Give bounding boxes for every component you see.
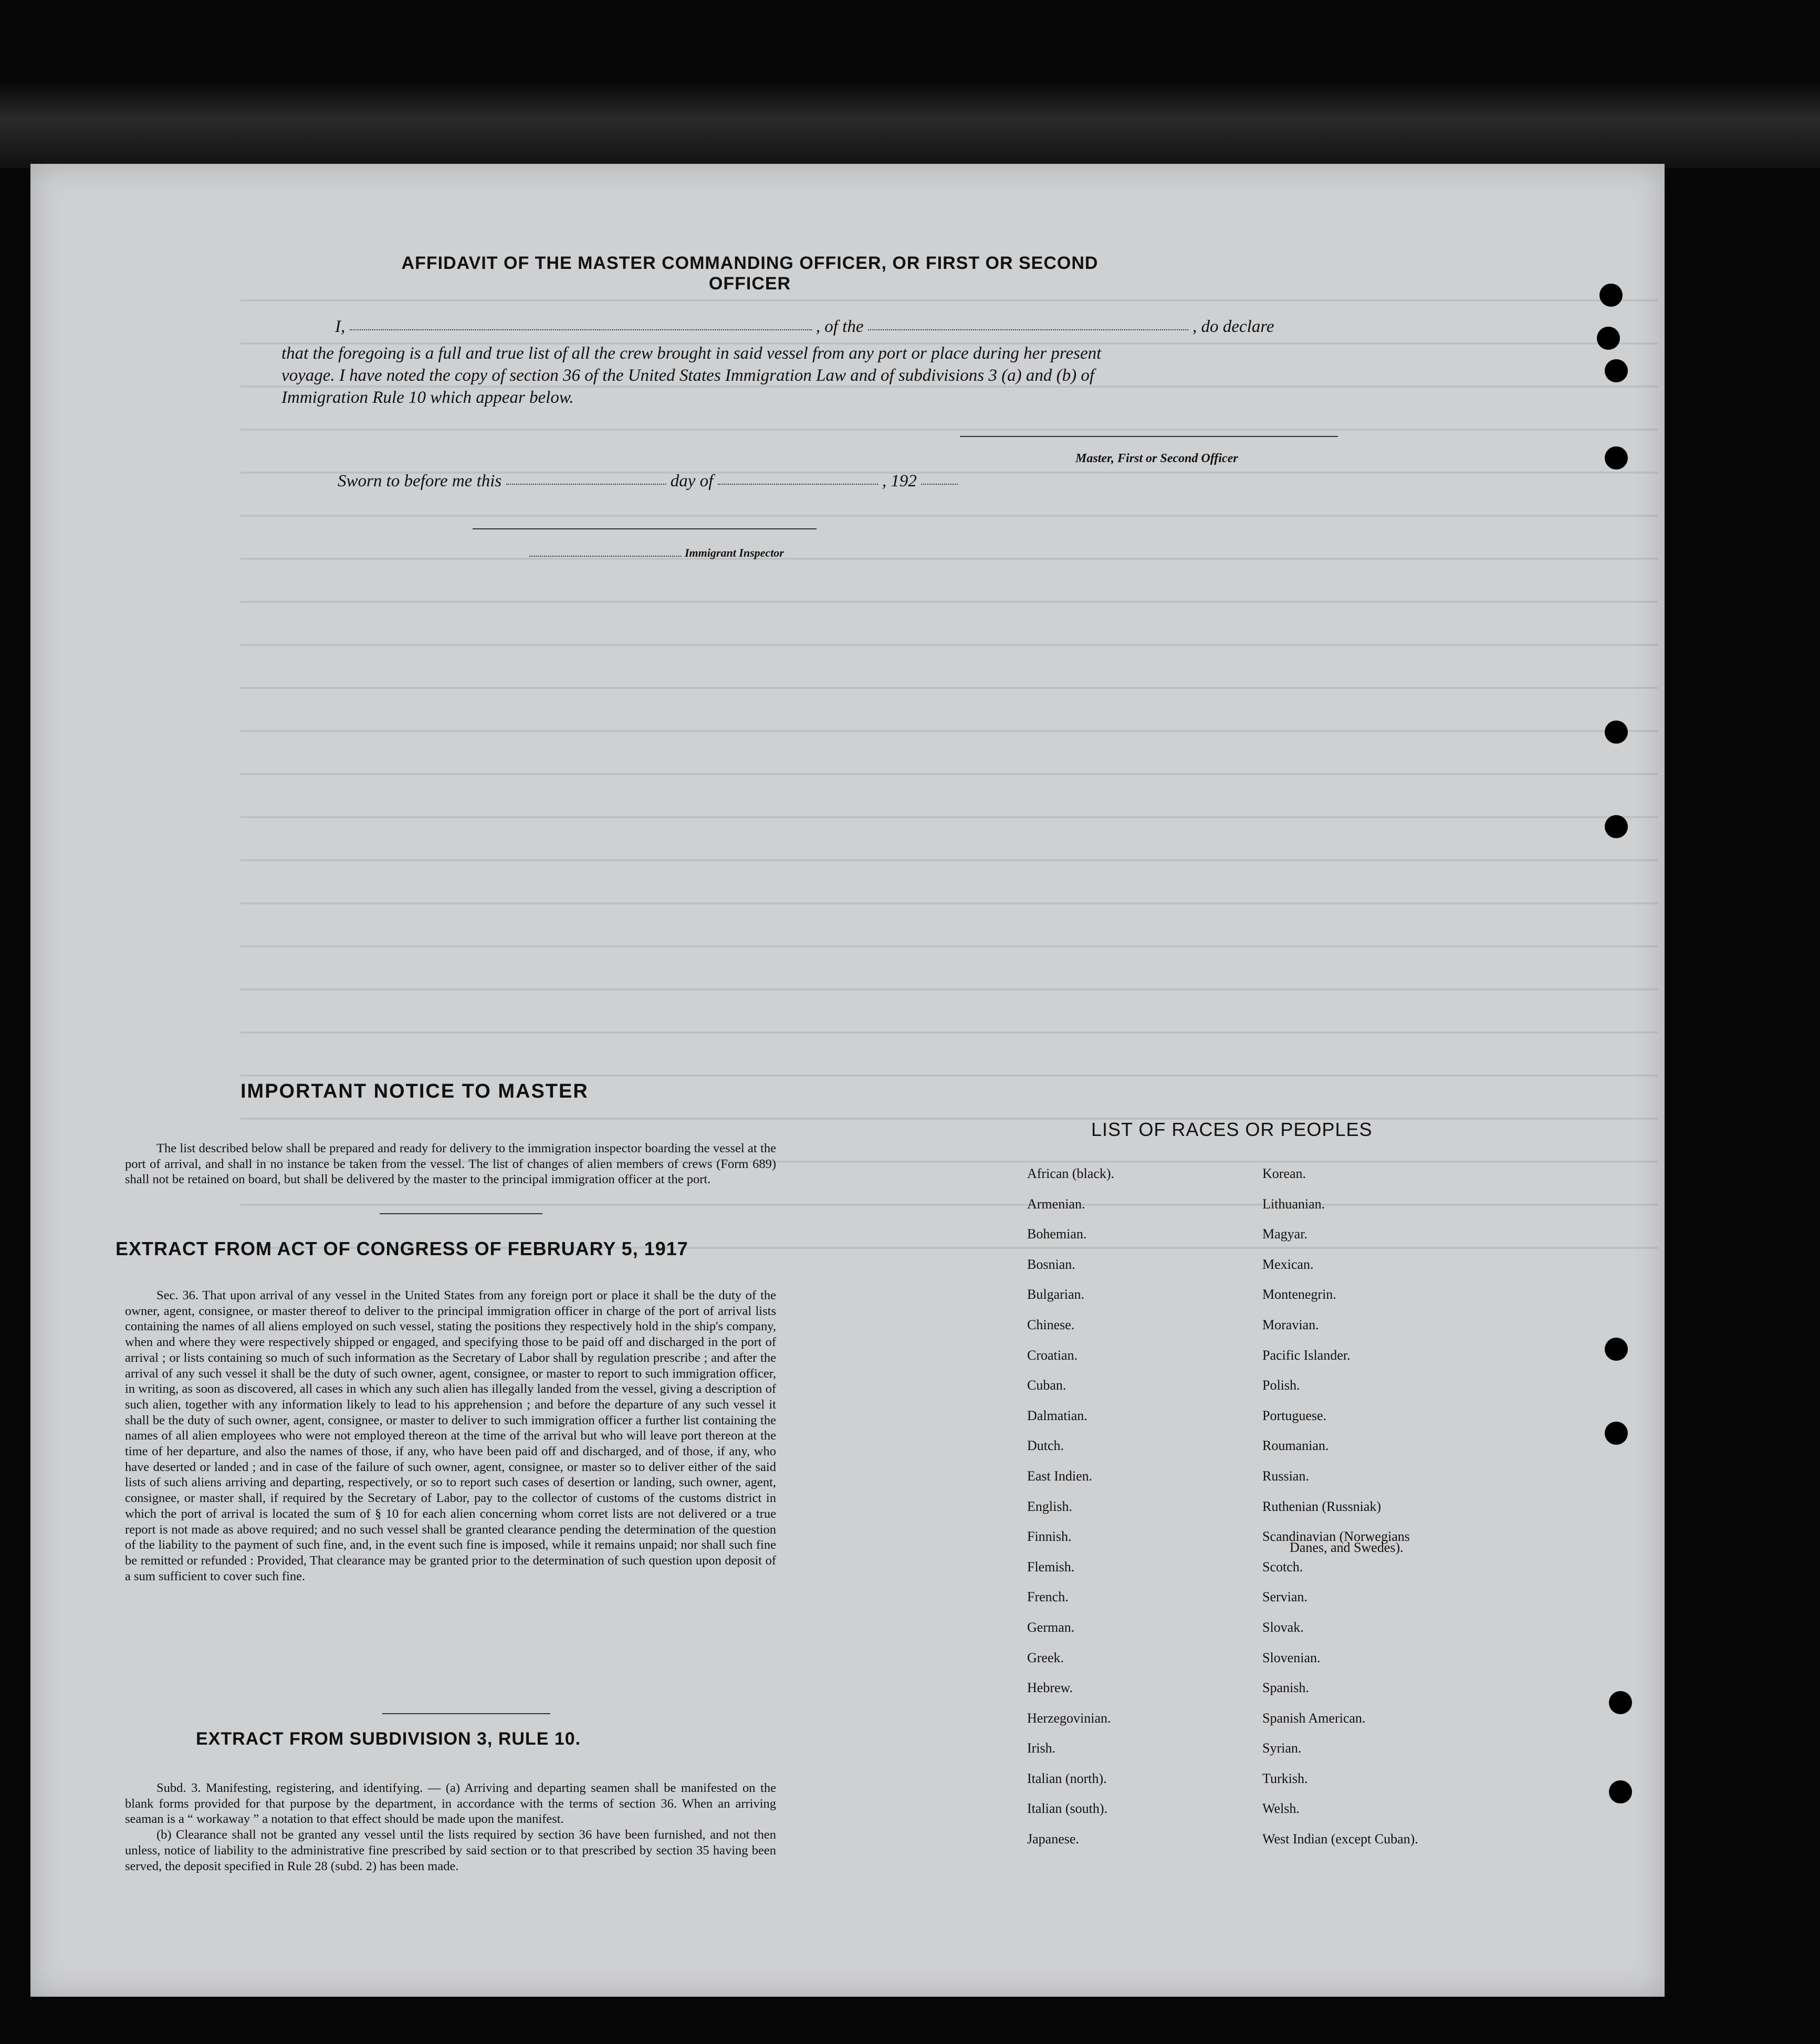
race-item: Flemish. (1027, 1559, 1075, 1574)
race-item: Portuguese. (1262, 1407, 1327, 1423)
year-prefix: , 192 (882, 472, 917, 491)
race-item: Finnish. (1027, 1529, 1072, 1545)
race-item: Spanish American. (1262, 1710, 1366, 1726)
sworn-line (338, 472, 958, 491)
race-item: Pacific Islander. (1262, 1347, 1351, 1363)
race-item: Herzegovinian. (1027, 1710, 1111, 1726)
race-item: Chinese. (1027, 1317, 1075, 1332)
punch-hole (1609, 1691, 1632, 1714)
affidavit-title: AFFIDAVIT OF THE MASTER COMMANDING OFFICER, OR FIRST OR SECOND OFFICER (401, 253, 1099, 294)
sworn-text: Sworn to before me this (338, 472, 502, 491)
race-item: African (black). (1027, 1166, 1115, 1181)
races-column-1 (1027, 1166, 1114, 1862)
race-item: Dutch. (1027, 1438, 1064, 1454)
races-list-title: LIST OF RACES OR PEOPLES (1091, 1119, 1373, 1140)
race-item: Moravian. (1262, 1317, 1319, 1332)
inspector-signature-line[interactable] (473, 528, 817, 529)
race-item: Bulgarian. (1027, 1287, 1085, 1302)
race-item: Bosnian. (1027, 1256, 1075, 1272)
punch-hole (1599, 284, 1623, 307)
month-blank-field[interactable] (718, 479, 878, 485)
race-item: Polish. (1262, 1378, 1300, 1393)
race-item: Magyar. (1262, 1226, 1308, 1242)
master-signature-label: Master, First or Second Officer (1075, 452, 1238, 465)
race-item: Roumanian. (1262, 1438, 1329, 1454)
race-item: Bohemian. (1027, 1226, 1087, 1242)
day-blank-field[interactable] (506, 479, 666, 485)
race-item: German. (1027, 1619, 1075, 1635)
master-signature-line[interactable] (960, 436, 1338, 437)
inspector-dots (529, 551, 682, 557)
year-blank-field[interactable] (921, 479, 958, 485)
race-item: Hebrew. (1027, 1680, 1073, 1696)
race-item: Croatian. (1027, 1347, 1078, 1363)
punch-hole (1605, 721, 1628, 744)
race-item: Syrian. (1262, 1740, 1302, 1756)
punch-hole (1605, 359, 1628, 382)
races-column-2 (1262, 1166, 1418, 1862)
race-item: Dalmatian. (1027, 1407, 1087, 1423)
race-item: West Indian (except Cuban). (1262, 1831, 1418, 1847)
extract-rule-paragraphs: Subd. 3. Manifesting, registering, and identifying. — (a) Arriving and departing seamen shall be manifested on the blank forms provided for that purpose by the department, in accordance with the terms of section 36. When an arriving seaman is a “ workaway ” a notation to that effect should be made upon the manifest. (b) Clearance shall not be granted any vessel until the lists required by section 36 have been furnished, and not then unless, notice of liability to the administrative fine prescribed by said section or to that prescribed by section 35 having been served, the deposit specified in Rule 28 (subd. 2) has been made. (125, 1781, 776, 1873)
race-item: Servian. (1262, 1589, 1308, 1605)
affidavit-line-3: voyage. I have noted the copy of section 36 of the United States Immigration Law and of subdivisions 3 (a) and (b) of (281, 366, 1095, 385)
race-item: Italian (north). (1027, 1770, 1107, 1786)
race-item: Scandinavian (Norwegians (1262, 1529, 1410, 1545)
race-item: Greek. (1027, 1650, 1064, 1665)
notice-title: IMPORTANT NOTICE TO MASTER (240, 1080, 589, 1102)
race-item: Slovenian. (1262, 1650, 1321, 1665)
name-blank-field[interactable] (350, 325, 812, 330)
affidavit-i: I, (335, 317, 346, 336)
bleed-through-table (240, 258, 1658, 1256)
race-item: Japanese. (1027, 1831, 1079, 1847)
punch-hole (1609, 1780, 1632, 1803)
extract-rule-title: EXTRACT FROM SUBDIVISION 3, RULE 10. (196, 1729, 581, 1749)
affidavit-do-declare: , do declare (1192, 317, 1274, 336)
race-item: French. (1027, 1589, 1069, 1605)
punch-hole (1605, 446, 1628, 470)
race-item: Italian (south). (1027, 1801, 1108, 1817)
race-item: Korean. (1262, 1166, 1306, 1181)
punch-hole (1597, 327, 1620, 350)
vessel-blank-field[interactable] (868, 325, 1188, 330)
race-item: Montenegrin. (1262, 1287, 1336, 1302)
race-item: East Indien. (1027, 1468, 1093, 1484)
race-item: Cuban. (1027, 1378, 1066, 1393)
race-item: Armenian. (1027, 1196, 1085, 1212)
race-item: Mexican. (1262, 1256, 1314, 1272)
race-item: Scotch. (1262, 1559, 1303, 1574)
race-item: English. (1027, 1498, 1072, 1514)
punch-hole (1605, 1338, 1628, 1361)
day-of-text: day of (670, 472, 714, 491)
affidavit-of-the: , of the (815, 317, 864, 336)
punch-hole (1605, 815, 1628, 838)
affidavit-line-2: that the foregoing is a full and true list of all the crew brought in said vessel from any port or place during her present (281, 344, 1102, 363)
race-item: Ruthenian (Russniak) (1262, 1498, 1382, 1514)
race-item: Welsh. (1262, 1801, 1300, 1817)
punch-hole (1605, 1422, 1628, 1445)
race-scandinavian-continuation: Danes, and Swedes). (1290, 1540, 1404, 1555)
divider (380, 1213, 542, 1214)
affidavit-line-4: Immigration Rule 10 which appear below. (281, 388, 574, 407)
extract-act-title: EXTRACT FROM ACT OF CONGRESS OF FEBRUARY 5, 1917 (116, 1238, 688, 1259)
race-item: Russian. (1262, 1468, 1309, 1484)
race-item: Spanish. (1262, 1680, 1309, 1696)
race-item: Slovak. (1262, 1619, 1304, 1635)
race-item: Lithuanian. (1262, 1196, 1325, 1212)
race-item: Irish. (1027, 1740, 1056, 1756)
inspector-label: Immigrant Inspector (529, 546, 784, 560)
scan-background-edge (0, 79, 1820, 168)
divider (382, 1713, 550, 1714)
notice-paragraph: The list described below shall be prepared and ready for delivery to the immigration inspector boarding the vessel at the port of arrival, and shall in no instance be taken from the vessel. The list of changes of alien members of crews (Form 689) shall not be retained on board, but shall be delivered by the master to the principal immigration officer at the port. (125, 1141, 776, 1187)
document-page (30, 164, 1665, 1997)
race-item: Turkish. (1262, 1770, 1308, 1786)
extract-act-paragraph: Sec. 36. That upon arrival of any vessel in the United States from any foreign port or place it shall be the duty of the owner, agent, consignee, or master thereof to deliver to the principal immigration officer in charge of the port of arrival lists containing the names of all aliens employed on such vessel, stating the positions they respectively hold in the ship's company, when and where they were respectively shipped or engaged, and specifying those to be paid off and discharged in the port of arrival ; or lists containing so much of such information as the Secretary of Labor shall by regulation prescribe ; and after the arrival of any such vessel it shall be the duty of such owner, agent, consignee, or master to report to such immigration officer, in writing, as soon as discovered, all cases in which any such alien has illegally landed from the vessel, giving a description of such alien, together with any information likely to lead to his apprehension ; and before the departure of any such vessel it shall be the duty of such owner, agent, consignee, or master to deliver to such immigration officer a further list containing the names of all alien employees who were not employed thereon at the time of the arrival but who will leave port thereon at the time of her departure, and also the names of those, if any, who have been paid off and discharged, and of those, if any, who have deserted or landed ; and in case of the failure of such owner, agent, consignee, or master so to deliver either of the said lists of such aliens arriving and departing, respectively, or so to report such cases of desertion or landing, such owner, agent, consignee, or master shall, if required by the Secretary of Labor, pay to the collector of customs of the customs district in which the port of arrival is located the sum of § 10 for each alien concerning whom corret lists are not delivered or a true report is not made as above required; and no such vessel shall be granted clearance pending the determination of the question of the liability to the payment of such fine, and, in the event such fine is imposed, while it remains unpaid; nor shall such fine be remitted or refunded : Provided, That clearance may be granted prior to the determination of such question upon deposit of a sum sufficient to cover such fine. (125, 1288, 776, 1583)
affidavit-declaration-line (335, 317, 1274, 337)
